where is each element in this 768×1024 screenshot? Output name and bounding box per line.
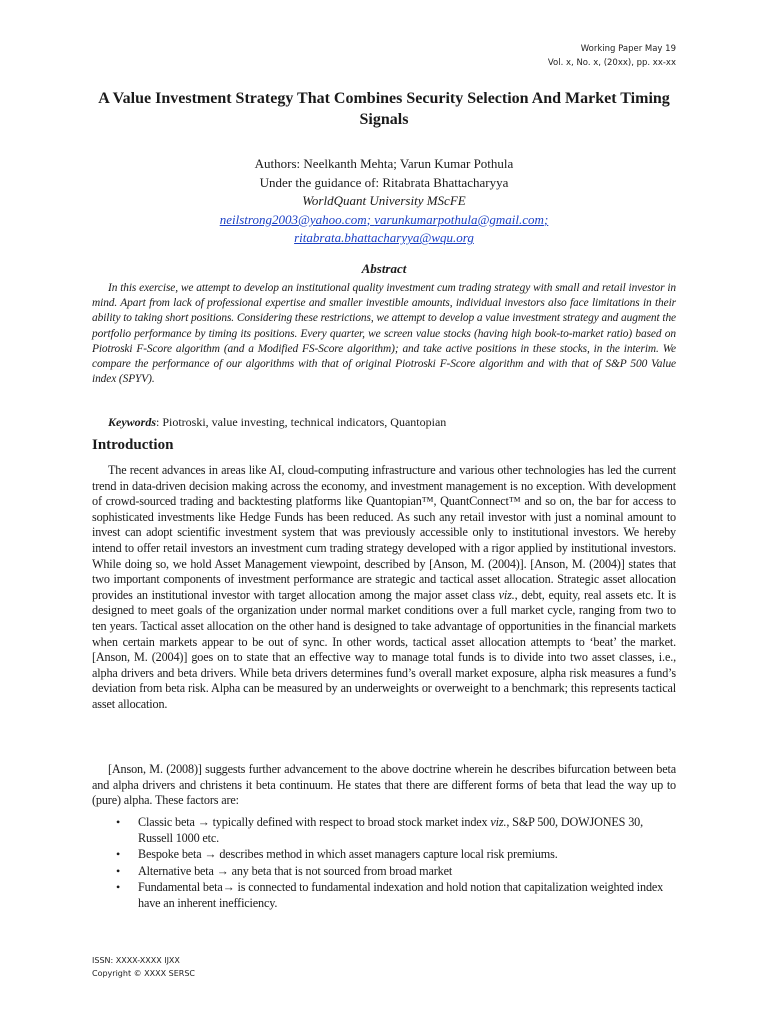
email-link-varun[interactable]: varunkumarpothula@gmail.com bbox=[374, 211, 544, 227]
header-working-paper: Working Paper May 19 bbox=[580, 44, 676, 54]
keywords-text: Piotroski, value investing, technical indicators, Quantopian bbox=[162, 415, 447, 429]
list-item bbox=[92, 880, 676, 911]
running-header bbox=[548, 42, 676, 70]
introduction-paragraph-1 bbox=[92, 463, 676, 713]
guidance-line: Under the guidance of: Ritabrata Bhattacharyya bbox=[259, 174, 509, 190]
beta-factors-list bbox=[92, 815, 676, 913]
header-volume-info: Vol. x, No. x, (20xx), pp. xx-xx bbox=[547, 58, 676, 68]
page-footer bbox=[92, 954, 195, 980]
keywords-colon: : bbox=[156, 415, 163, 429]
email-line-2 bbox=[92, 229, 676, 248]
footer-issn: ISSN: XXXX-XXXX IJXX bbox=[92, 956, 180, 965]
email-separator: ; bbox=[366, 211, 375, 227]
abstract-text: In this exercise, we attempt to develop an institutional quality investment cum trading strategy with small and retail investor in mind. Apart from lack of professional expertise and smaller investible amounts, individual investors also face limitations in their ability to taking short positions. Considering these restrictions, we attempt to develop a value investment strategy and augment the portfolio performance by timing its positions. Every quarter, we screen value stocks (having high book-to-market ratio) based on Piotroski F-Score algorithm (and a Modified FS-Score algorithm); and take active positions in these stocks, in the interim. We compare the performance of our algorithms with that of original Piotroski F-Score algorithm and with that of S&P 500 Value index (SPYV). bbox=[92, 282, 676, 386]
paragraph-text: , debt, equity, real assets etc. It is designed to meet goals of the organization under normal market conditions over a full market cycle, ranging from two to ten years. Tactical asset allocation on the other hand is designed to take advantage of opportunities in the financial markets when certain markets appear to be out of sync. In other words, tactical asset allocation attempts to ‘beat’ the market. [Anson, M. (2004)] goes on to state that an effective way to manage total funds is to divide into two asset classes, i.e., alpha drivers and beta drivers. While beta drivers determines fund’s overall market exposure, alpha risk measures a fund’s deviation from beta risk. Alpha can be measured by an underweights or overweight to a benchmark; this represents tactical asset allocation. bbox=[92, 587, 676, 711]
list-item bbox=[92, 847, 676, 863]
affiliation: WorldQuant University MScFE bbox=[302, 193, 466, 209]
list-item bbox=[92, 815, 676, 846]
author-block bbox=[92, 155, 676, 248]
list-item-text: Alternative beta → any beta that is not sourced from broad market bbox=[138, 863, 453, 878]
abstract-heading: Abstract bbox=[361, 261, 407, 276]
list-item-text: Fundamental beta→ is connected to fundamental indexation and hold notion that capitalization weighted index have an inherent inefficiency. bbox=[138, 880, 664, 910]
bullet-icon: • bbox=[116, 880, 121, 895]
introduction-heading: Introduction bbox=[92, 437, 174, 453]
paragraph-italic: viz. bbox=[498, 587, 515, 602]
paper-title: A Value Investment Strategy That Combines Security Selection And Market Timing Signals bbox=[98, 90, 670, 128]
bullet-icon: • bbox=[116, 847, 121, 862]
bullet-icon: • bbox=[116, 863, 121, 878]
email-link-ritabrata[interactable]: ritabrata.bhattacharyya@wqu.org bbox=[294, 230, 474, 246]
email-separator: ; bbox=[543, 211, 549, 227]
email-link-neelkanth[interactable]: neilstrong2003@yahoo.com bbox=[219, 211, 367, 227]
list-item-text: Classic beta → typically defined with respect to broad stock market index bbox=[138, 815, 491, 829]
keywords-label: Keywords bbox=[108, 415, 156, 429]
author-names: Authors: Neelkanth Mehta; Varun Kumar Pothula bbox=[254, 156, 514, 171]
bullet-icon: • bbox=[116, 815, 121, 829]
keywords-line bbox=[108, 414, 676, 430]
list-item-text: Bespoke beta → describes method in which asset managers capture local risk premiums. bbox=[138, 847, 558, 862]
paragraph-text: The recent advances in areas like AI, cloud-computing infrastructure and various other technologies has led the current trend in data-driven decision making across the economy, and investment management is no exception. With development of crowd-sourced trading and backtesting platforms like Quantopian™, QuantConnect™ and so on, the bar for access to sophisticated investments like Hedge Funds has been reduced. As such any retail investor with just a nominal amount to invest can adopt scientific investment system that was previously accessible only to institutional investors. We hereby intend to offer retail investors an investment cum trading strategy developed with a rigor applied by institutional investors. While doing so, we hold Asset Management viewpoint, described by [Anson, M. (2004)]. [Anson, M. (2004)] states that two important components of investment performance are strategic and tactical asset allocation. Strategic asset allocation provides an institutional investor with target allocation among the major asset class bbox=[92, 463, 676, 602]
introduction-paragraph-2: [Anson, M. (2008)] suggests further advancement to the above doctrine wherein he describes bifurcation between beta and alpha drivers and christens it beta continuum. He states that there are different forms of beta that lead the way up to (pure) alpha. These factors are: bbox=[92, 762, 676, 808]
list-item-italic: viz. bbox=[490, 815, 507, 829]
list-item bbox=[92, 864, 676, 880]
email-line-1 bbox=[92, 211, 676, 230]
footer-copyright: Copyright © XXXX SERSC bbox=[92, 969, 195, 978]
list-item-text: , S&P 500, DOWJONES 30, Russell 1000 etc. bbox=[138, 815, 643, 845]
